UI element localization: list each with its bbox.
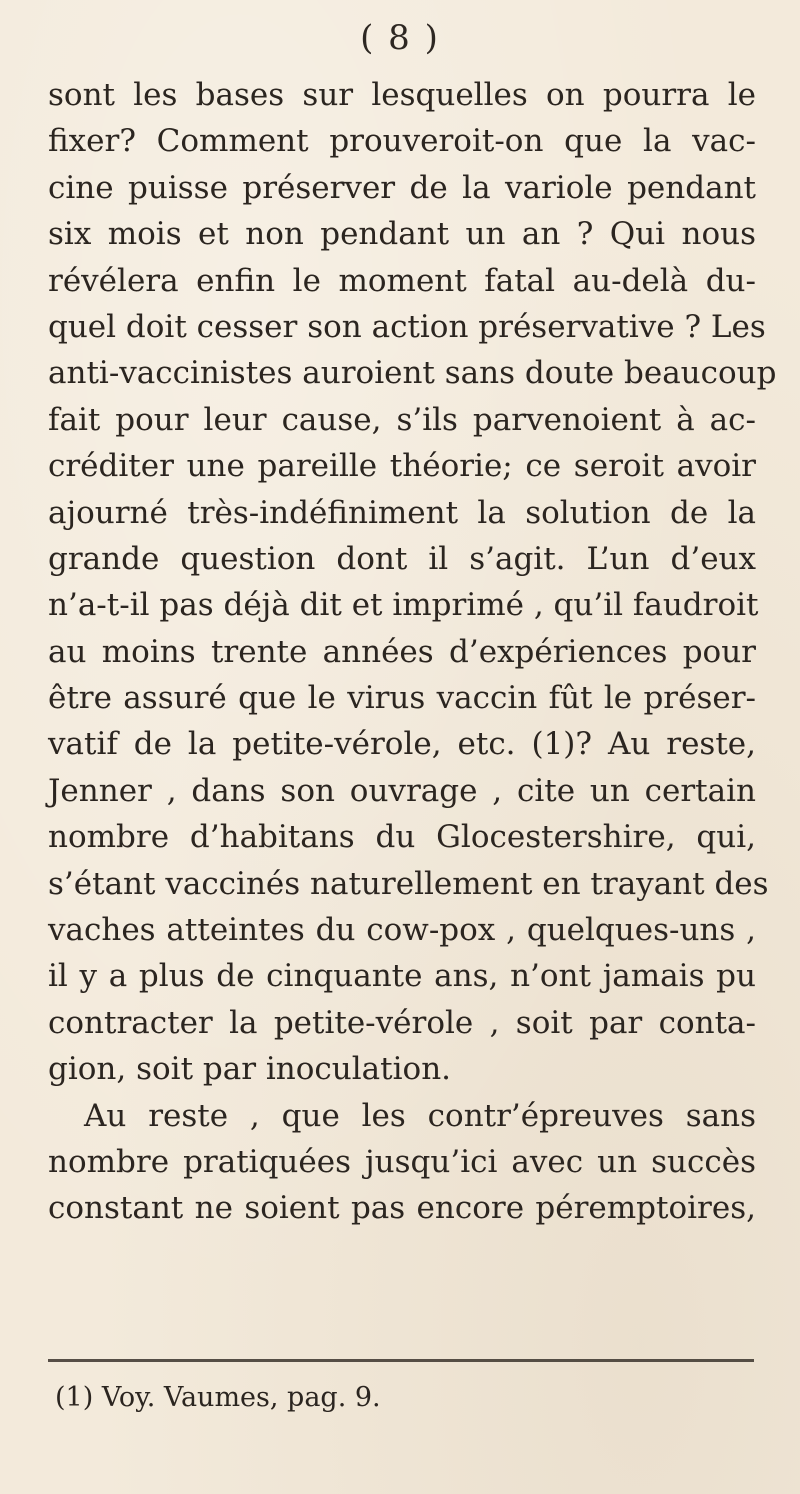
text-line-6: quel doit cesser son action préservative ? Les <box>48 308 766 345</box>
text-line-13: au moins trente années d’expériences pour <box>48 633 756 670</box>
text-line-17: nombre d’habitans du Glocestershire, qui, <box>48 819 756 856</box>
body-text <box>48 72 777 1232</box>
text-line-15: vatif de la petite-vérole, etc. (1)? Au reste, <box>48 726 756 763</box>
text-line-10: ajourné très-indéfiniment la solution de la <box>48 494 756 531</box>
text-line-12: n’a-t-il pas déjà dit et imprimé , qu’il faudroit <box>48 587 759 624</box>
text-line-11: grande question dont il s’agit. L’un d’eux <box>48 540 756 577</box>
text-line-8: fait pour leur cause, s’ils parvenoient à ac- <box>48 401 756 438</box>
text-line-20: il y a plus de cinquante ans, n’ont jamais pu <box>48 958 756 995</box>
text-line-7: anti-vaccinistes auroient sans doute beaucoup <box>48 355 777 392</box>
text-line-4: six mois et non pendant un an ? Qui nous <box>48 216 756 253</box>
text-line-22: gion, soit par inoculation. <box>48 1051 452 1088</box>
text-line-23: Au reste , que les contr’épreuves sans <box>84 1097 756 1134</box>
text-line-21: contracter la petite-vérole , soit par conta- <box>48 1004 756 1041</box>
page-number: ( 8 ) <box>360 18 440 58</box>
text-line-3: cine puisse préserver de la variole pendant <box>48 169 756 206</box>
text-line-19: vaches atteintes du cow-pox , quelques-uns , <box>48 912 756 949</box>
text-line-5: révélera enfin le moment fatal au-delà du- <box>48 262 756 299</box>
text-line-24: nombre pratiquées jusqu’ici avec un succès <box>48 1143 756 1180</box>
text-line-2: fixer? Comment prouveroit-on que la vac- <box>48 123 756 160</box>
text-line-9: créditer une pareille théorie; ce seroit avoir <box>48 448 756 485</box>
footnote-rule <box>48 1359 754 1362</box>
text-line-16: Jenner , dans son ouvrage , cite un certain <box>48 772 756 809</box>
text-line-18: s’étant vaccinés naturellement en trayant des <box>48 865 769 902</box>
text-line-14: être assuré que le virus vaccin fût le préser- <box>48 680 756 717</box>
footnote: (1) Voy. Vaumes, pag. 9. <box>55 1382 381 1413</box>
text-line-25: constant ne soient pas encore péremptoires, <box>48 1190 756 1227</box>
text-line-1: sont les bases sur lesquelles on pourra le <box>48 77 756 113</box>
